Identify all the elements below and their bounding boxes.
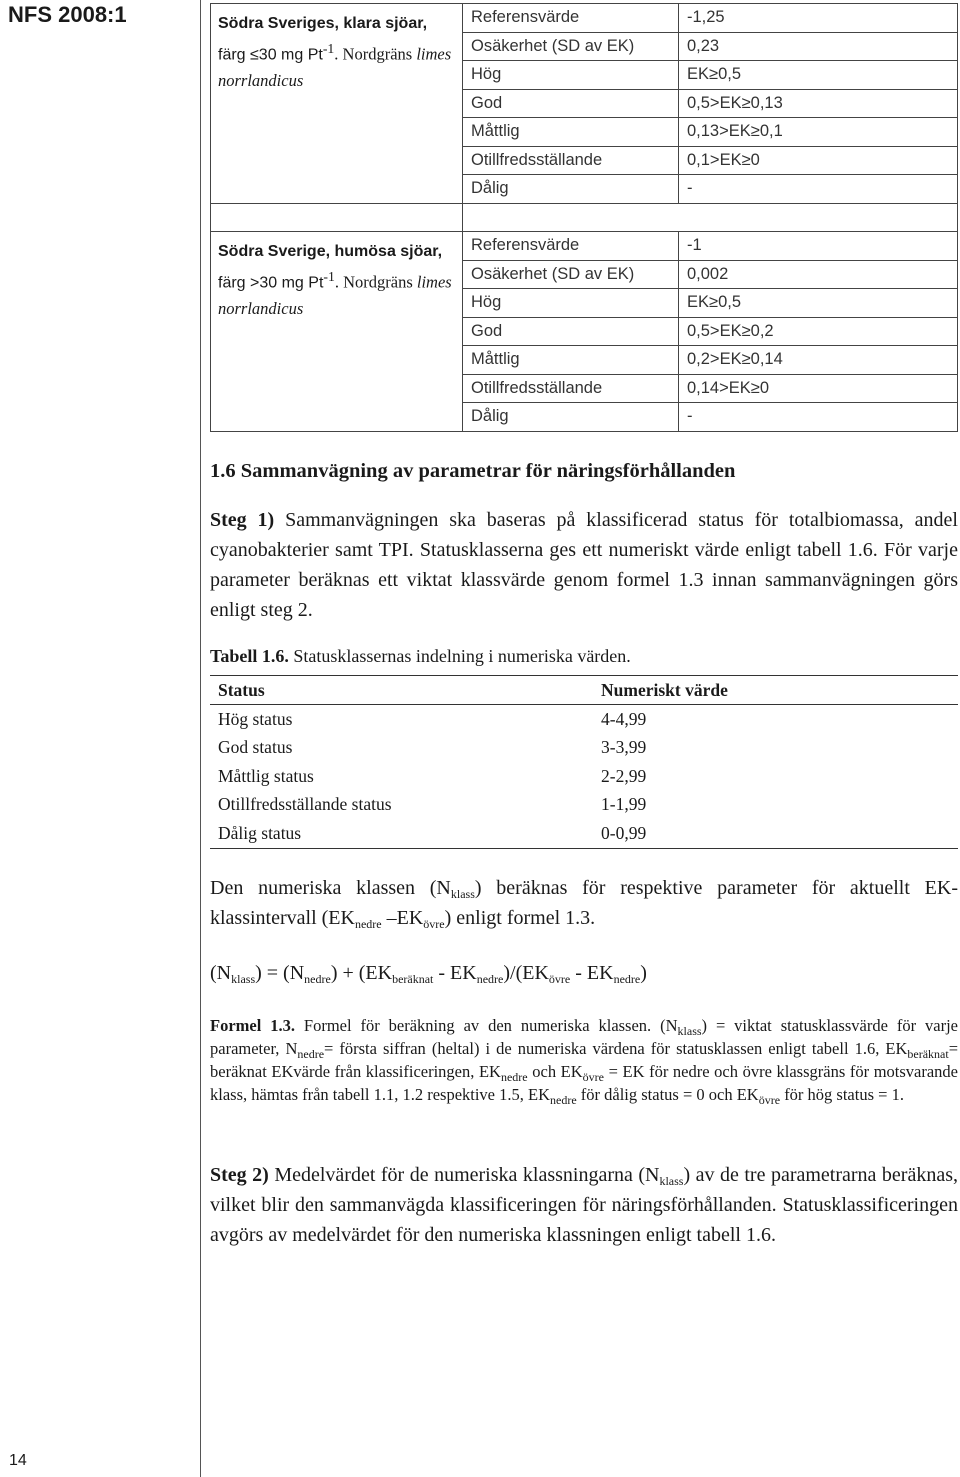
- ek-row-label: Hög: [463, 289, 679, 318]
- subscript: övre: [582, 1070, 604, 1084]
- ek-table-humic-lakes: [210, 231, 958, 432]
- ek-row: [463, 374, 957, 403]
- ek-row-label: Dålig: [463, 403, 679, 431]
- text-span: Den numeriska klassen (N: [210, 877, 451, 899]
- subscript: klass: [659, 1174, 684, 1188]
- formula-label: Formel 1.3.: [210, 1016, 295, 1035]
- ek-row: [463, 232, 957, 260]
- text-span: ) beräknas för respektive parameter för aktuellt EK-klassintervall (EK: [210, 877, 958, 929]
- ek-row-label: Osäkerhet (SD av EK): [463, 32, 679, 61]
- text-span: Formel för beräkning av den numeriska klassen. (N: [294, 1016, 678, 1035]
- step1-text: Sammanvägningen ska baseras på klassificerad status för totalbiomassa, andel cyanobakterier samt TPI. Statusklasserna ges ett numeriskt värde enligt tabell 1.6. För varje parameter beräknas ett viktat klassvärde genom formel 1.3 innan sammanvägningen görs enligt steg 2.: [210, 509, 958, 621]
- ek-row-label: Referensvärde: [463, 232, 679, 260]
- text-span: - EK: [570, 962, 614, 984]
- status-name: Otillfredsställande status: [218, 794, 392, 815]
- ek-row-value: 0,2>EK≥0,14: [679, 346, 958, 375]
- status-row: [210, 734, 958, 763]
- ek-row-label: Osäkerhet (SD av EK): [463, 260, 679, 289]
- subscript: nedre: [500, 1070, 528, 1084]
- ek-values-cell: [463, 232, 958, 432]
- ek-row: [463, 89, 957, 118]
- status-row: [210, 819, 958, 848]
- status-value: 3-3,99: [601, 737, 647, 758]
- ek-row-value: 0,14>EK≥0: [679, 374, 958, 403]
- water-type-text: färg ≤30 mg Pt: [218, 46, 323, 64]
- ek-row-label: Måttlig: [463, 118, 679, 147]
- water-type-cell: [211, 4, 463, 204]
- subscript: nedre: [304, 972, 331, 986]
- ek-row-value: EK≥0,5: [679, 61, 958, 90]
- text-span: = EK för nedre och övre klassgräns för motsvarande klass, hämtas från tabell 1.1, 1.2 respektive 1.5, EK: [210, 1062, 958, 1104]
- subscript: klass: [677, 1024, 702, 1038]
- ek-row-label: Referensvärde: [463, 4, 679, 32]
- text-span: )/(EK: [503, 962, 549, 984]
- status-row: [210, 705, 958, 734]
- ek-row-value: -: [687, 407, 693, 426]
- superscript: -1: [322, 41, 335, 56]
- text-span: för hög status = 1.: [780, 1085, 904, 1104]
- ek-values-cell: [463, 4, 958, 204]
- status-header: Status: [210, 676, 601, 705]
- subscript: övre: [758, 1093, 781, 1107]
- table-caption-text: Statusklassernas indelning i numeriska värden.: [288, 646, 631, 666]
- water-type-bold: Södra Sveriges, klara sjöar,: [218, 15, 428, 32]
- subscript: övre: [423, 917, 445, 931]
- empty-cell: [463, 203, 958, 231]
- text-span: = beräknat EKvärde från klassificeringen, EK: [210, 1039, 959, 1081]
- empty-cell: [211, 203, 463, 231]
- ek-row-value: EK≥0,5: [679, 289, 958, 318]
- status-value: 0-0,99: [601, 819, 958, 848]
- text-span: ) = (N: [255, 962, 305, 984]
- subscript: klass: [231, 972, 256, 986]
- status-table: [210, 675, 958, 849]
- section-heading: 1.6 Sammanvägning av parametrar för näringsförhållanden: [210, 460, 736, 482]
- step2-paragraph: [210, 1160, 958, 1250]
- water-type-italic: limes norrlandicus: [218, 44, 452, 90]
- ek-values-list: [463, 4, 957, 203]
- subscript: nedre: [297, 1047, 325, 1061]
- status-value: 2-2,99: [601, 765, 647, 786]
- subscript: nedre: [476, 972, 504, 986]
- subscript: nedre: [550, 1093, 577, 1107]
- subscript: nedre: [354, 917, 382, 931]
- status-value: 4-4,99: [601, 708, 647, 729]
- ek-row-value: -1: [679, 232, 958, 260]
- step2-label: Steg 2): [210, 1164, 269, 1186]
- ek-row-value: 0,23: [679, 32, 958, 61]
- ek-row-value: 0,5>EK≥0,13: [679, 89, 958, 118]
- ek-row: [463, 61, 957, 90]
- numeric-class-paragraph: [210, 873, 958, 933]
- ek-row: [463, 317, 957, 346]
- formula-1-3: [210, 962, 647, 985]
- water-type-text: färg >30 mg Pt: [218, 274, 324, 292]
- text-span: ) enligt formel 1.3.: [444, 907, 596, 929]
- text-span: Medelvärdet för de numeriska klassningarna (N: [268, 1164, 660, 1186]
- subscript: beräknat: [392, 972, 434, 986]
- text-span: ) = viktat statusklassvärde för varje parameter, N: [210, 1016, 958, 1058]
- status-name: Hög status: [218, 708, 293, 729]
- ek-row: [463, 289, 957, 318]
- table-caption: [210, 646, 631, 667]
- water-type-tail: . Nordgräns: [334, 44, 417, 64]
- text-span: och EK: [527, 1062, 583, 1081]
- status-name: Måttlig status: [218, 765, 314, 786]
- ek-row: [463, 118, 957, 147]
- text-span: (N: [210, 962, 232, 984]
- ek-row: [463, 4, 957, 32]
- ek-row-label: God: [463, 317, 679, 346]
- ek-values-list: [463, 232, 957, 431]
- numeric-value-header: Numeriskt värde: [601, 676, 958, 705]
- subscript: beräknat: [907, 1047, 949, 1061]
- status-row: [210, 762, 958, 791]
- ek-row: [463, 175, 957, 203]
- ek-row: [463, 403, 957, 431]
- ek-row-value: -: [687, 179, 693, 198]
- status-name: God status: [218, 737, 293, 758]
- ek-row-label: God: [463, 89, 679, 118]
- text-span: - EK: [433, 962, 477, 984]
- ek-row-value: 0,1>EK≥0: [679, 146, 958, 175]
- text-span: –EK: [381, 907, 424, 929]
- page-number: 14: [9, 1452, 27, 1469]
- text-span: ) + (EK: [330, 962, 393, 984]
- step1-label: Steg 1): [210, 509, 275, 531]
- status-name: Dålig status: [210, 819, 601, 848]
- table-caption-label: Tabell 1.6.: [210, 646, 289, 666]
- ek-row-value: 0,5>EK≥0,2: [679, 317, 958, 346]
- ek-row-value: -1,25: [679, 4, 958, 32]
- ek-row: [463, 146, 957, 175]
- text-span: för dålig status = 0 och EK: [576, 1085, 759, 1104]
- water-type-cell: [211, 232, 463, 432]
- ek-row: [463, 346, 957, 375]
- document-code: NFS 2008:1: [8, 2, 127, 27]
- text-span: = första siffran (heltal) i de numeriska värdena för statusklassen enligt tabell 1.6, EK: [324, 1039, 908, 1058]
- subscript: klass: [450, 887, 475, 901]
- ek-row: [463, 260, 957, 289]
- ek-row-label: Otillfredsställande: [463, 374, 679, 403]
- step1-paragraph: [210, 505, 958, 625]
- subscript: övre: [548, 972, 571, 986]
- status-value: 1-1,99: [601, 794, 647, 815]
- text-span: ) av de tre parametrarna beräknas, vilket blir den sammanvägda klassificeringen för näringsförhållanden. Statusklassificeringen avgörs av medelvärdet för den numeriska klassningen enligt tabell 1.6.: [210, 1164, 958, 1246]
- water-type-tail: . Nordgräns: [334, 272, 417, 292]
- formula-caption: [210, 1014, 958, 1106]
- superscript: -1: [323, 269, 335, 284]
- text-span: ): [640, 962, 647, 984]
- water-type-bold: Södra Sverige, humösa sjöar,: [218, 243, 443, 260]
- ek-row-label: Hög: [463, 61, 679, 90]
- ek-table-clear-lakes: [210, 3, 958, 232]
- ek-row-label: Dålig: [463, 175, 679, 203]
- ek-row-label: Måttlig: [463, 346, 679, 375]
- ek-row-value: 0,002: [679, 260, 958, 289]
- subscript: nedre: [613, 972, 641, 986]
- left-margin-bar: [0, 0, 201, 1477]
- ek-row-label: Otillfredsställande: [463, 146, 679, 175]
- status-row: [210, 791, 958, 820]
- ek-row: [463, 32, 957, 61]
- water-type-italic: limes norrlandicus: [218, 272, 452, 318]
- ek-row-value: 0,13>EK≥0,1: [679, 118, 958, 147]
